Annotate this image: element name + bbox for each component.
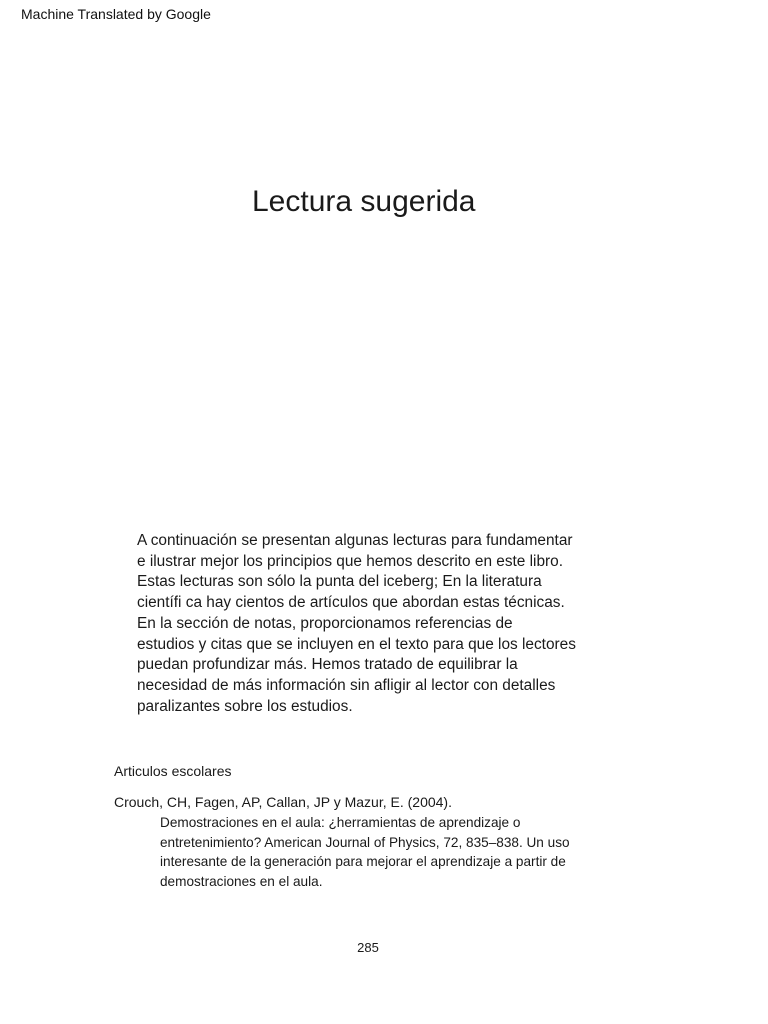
reference-line: Demostraciones en el aula: ¿herramientas de aprendizaje o [160, 815, 521, 830]
intro-line: A continuación se presentan algunas lecturas para fundamentar [137, 532, 573, 549]
intro-line: científi ca hay cientos de artículos que abordan estas técnicas. [137, 594, 565, 612]
reference-line: demostraciones en el aula. [160, 874, 323, 890]
reference-entry [114, 793, 654, 892]
reference-line: entretenimiento? American Journal of Physics, 72, 835–838. Un uso [160, 834, 570, 850]
page-number: 285 [357, 940, 379, 955]
intro-paragraph [137, 531, 637, 717]
intro-line: necesidad de más información sin afligir al lector con detalles [137, 676, 556, 694]
intro-line: puedan profundizar más. Hemos tratado de equilibrar la [137, 656, 518, 674]
intro-line: Estas lecturas son sólo la punta del iceberg; En la literatura [137, 573, 542, 591]
intro-line: estudios y citas que se incluyen en el texto para que los lectores [137, 635, 576, 653]
page-title: Lectura sugerida [252, 185, 476, 218]
intro-line: paralizantes sobre los estudios. [137, 697, 353, 715]
reference-authors: Crouch, CH, Fagen, AP, Callan, JP y Mazur, E. (2004). [114, 794, 452, 810]
section-heading: Articulos escolares [114, 763, 232, 779]
machine-translation-banner: Machine Translated by Google [21, 6, 211, 22]
reference-line: interesante de la generación para mejorar el aprendizaje a partir de [160, 854, 566, 870]
reference-body [160, 813, 654, 892]
intro-line: e ilustrar mejor los principios que hemos descrito en este libro. [137, 552, 564, 570]
intro-line: En la sección de notas, proporcionamos referencias de [137, 614, 513, 632]
